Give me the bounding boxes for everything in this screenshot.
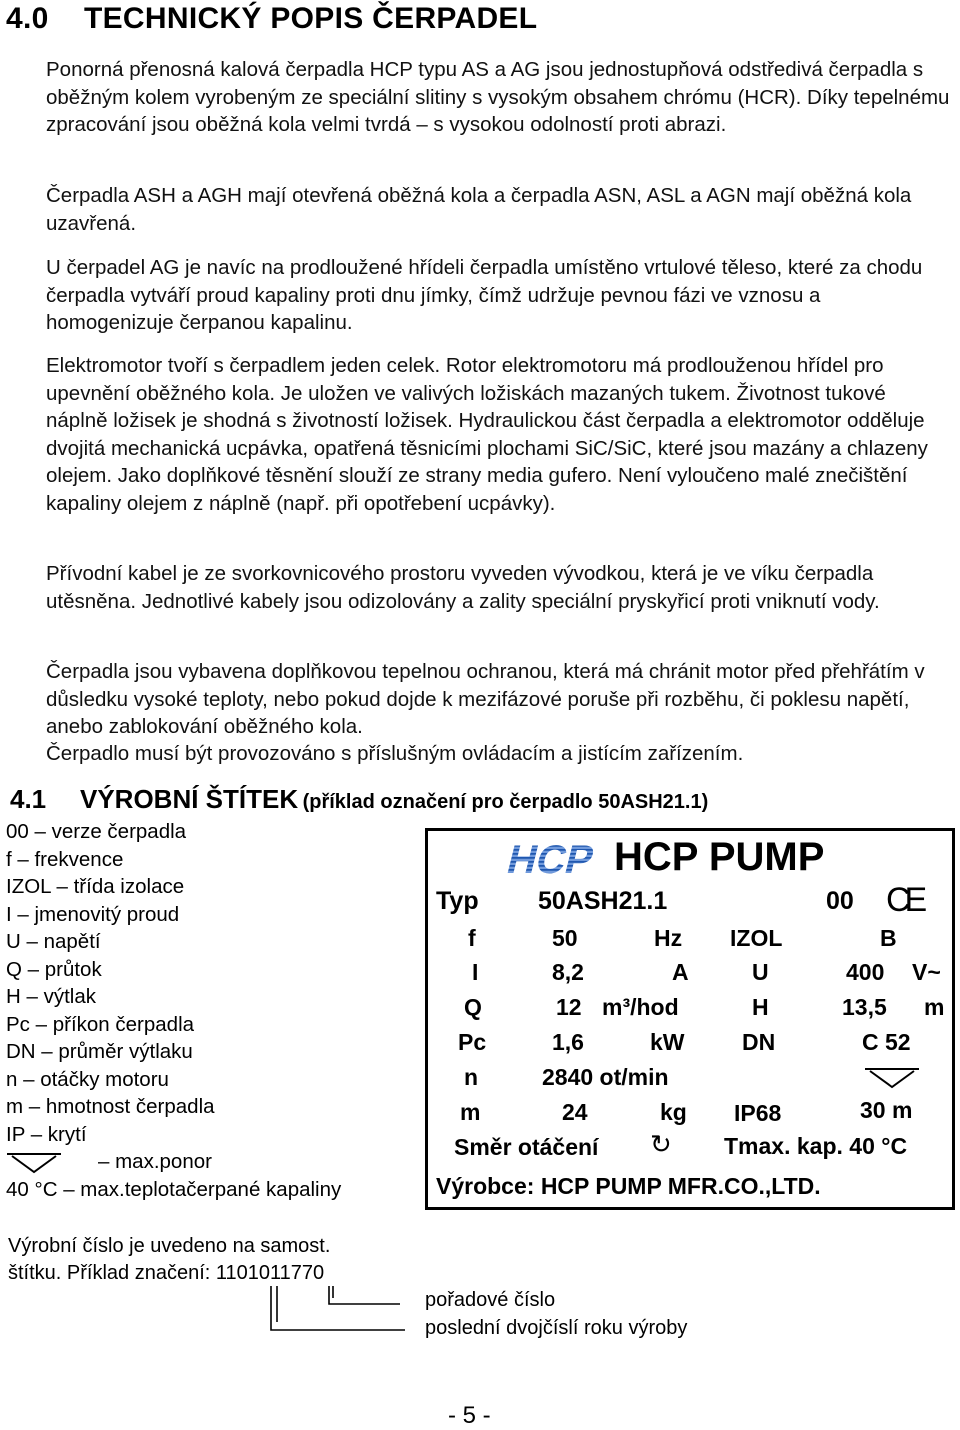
- section-title: TECHNICKÝ POPIS ČERPADEL: [84, 2, 538, 35]
- page-number: - 5 -: [448, 1402, 491, 1429]
- legend-item: IP – krytí: [6, 1122, 87, 1146]
- typ-value: 50ASH21.1: [538, 887, 668, 915]
- paragraph-3: U čerpadel AG je navíc na prodloužené hřídeli čerpadla umístěno vrtulové těleso, které za chodu čerpadla vytváří proud kapaliny proti dnu jímky, čímž udržuje pevnou fázi ve vznosu a homogenizuje čerpanou kapalinu.: [46, 256, 923, 334]
- paragraph-4: Elektromotor tvoří s čerpadlem jeden celek. Rotor elektromotoru má prodlouženou hřídel pro upevnění oběžného kola. Je uložen ve valivých ložiskách mazaných tukem. Životnost tukové náplně ložisek je shodná s životností ložisek. Hydraulickou část čerpadla a elektromotor odděluje dvojitá mechanická ucpávka, opatřená těsnicími plochami SiC/SiC, které jsou mazány a chlazeny olejem. Jako doplňkové těsnění slouží ze strany media gufero. Není vyloučeno malé znečištění kapaliny olejem z náplně (např. při opotřebení ucpávky).: [46, 354, 928, 515]
- hcp-logo: [500, 837, 596, 879]
- section-heading: [6, 2, 537, 36]
- legend-item: Pc – příkon čerpadla: [6, 1012, 195, 1036]
- version-value: 00: [826, 887, 854, 915]
- legend-item: m – hmotnost čerpadla: [6, 1095, 215, 1118]
- legend-item: U – napětí: [6, 930, 101, 953]
- serial-note: Výrobní číslo je uvedeno na samost. štítku. Příklad značení: 1101011770: [8, 1235, 331, 1284]
- max-depth-icon: [6, 1152, 62, 1174]
- subsection-number: 4.1: [10, 784, 47, 814]
- brand-name: HCP PUMP: [614, 835, 825, 879]
- legend-item: Q – průtok: [6, 957, 102, 981]
- section-number: 4.0: [6, 2, 49, 35]
- serial-bracket-lines: [255, 1284, 430, 1334]
- legend-item: n – otáčky motoru: [6, 1067, 169, 1091]
- paragraph-7: Čerpadlo musí být provozováno s příslušným ovládacím a jistícím zařízením.: [46, 742, 744, 765]
- typ-label: Typ: [436, 887, 479, 915]
- legend-item: I – jmenovitý proud: [6, 902, 180, 926]
- legend-item: IZOL – třída izolace: [6, 875, 185, 898]
- serial-note-year: poslední dvojčíslí roku výroby: [425, 1317, 688, 1339]
- max-depth-icon: [864, 1067, 920, 1089]
- serial-number: 1101011770: [215, 1262, 325, 1284]
- subsection-heading: [10, 784, 708, 815]
- paragraph-1: Ponorná přenosná kalová čerpadla HCP typu AS a AG jsou jednostupňová odstředivá čerpadla s oběžným kolem vyrobeným ze speciální slitiny s vysokým obsahem chrómu (HCR). Díky tepelnému zpracování jsou oběžná kola velmi tvrdá – s vysokou odolností proti abrazi.: [46, 58, 950, 136]
- ce-mark: CE: [886, 881, 922, 919]
- plate-legend: [6, 818, 416, 1203]
- svg-text:HCP: HCP: [502, 837, 596, 879]
- serial-note-order: pořadové číslo: [425, 1289, 556, 1311]
- hcp-logo-icon: [500, 837, 596, 879]
- legend-item-depth: – max.ponor: [6, 1148, 416, 1176]
- name-plate: HCP HCP PUMP Typ 50ASH21.1 00 CE f 50 Hz IZOL B I 8,2 A U 400 V~ Q 12 m³/hod H 13,5 m Pc 1,6 kW DN C 52 n 2840 ot/min m 24 kg IP68 30 m Směr otáčení ↻ Tmax. kap. 40 °C Výrobce: HCP PUMP MFR.CO.,LTD.: [425, 828, 955, 1210]
- paragraph-5: Přívodní kabel je ze svorkovnicového prostoru vyveden vývodkou, která je ve víku čerpadla utěsněna. Jednotlivé kabely jsou odizolovány a zality speciální pryskyřicí proti vniknutí vody.: [46, 562, 880, 613]
- paragraph-6: Čerpadla jsou vybavena doplňkovou tepelnou ochranou, která má chránit motor před přehřátím v důsledku vysoké teploty, nebo pokud dojde k mezifázové poruše při rozběhu, či poklesu napětí, anebo zablokování oběžného kola.: [46, 660, 925, 738]
- legend-item: 00 – verze čerpadla: [6, 820, 187, 843]
- rotation-icon: ↻: [650, 1129, 672, 1159]
- legend-item: H – výtlak: [6, 985, 96, 1008]
- legend-item: DN – průměr výtlaku: [6, 1040, 193, 1063]
- legend-item: 40 °C – max.teplotačerpané kapaliny: [6, 1177, 342, 1201]
- manufacturer: Výrobce: HCP PUMP MFR.CO.,LTD.: [436, 1173, 821, 1199]
- subsection-title: VÝROBNÍ ŠTÍTEK: [80, 784, 299, 814]
- subsection-subtitle: (příklad označení pro čerpadlo 50ASH21.1): [302, 791, 709, 813]
- legend-item: f – frekvence: [6, 847, 124, 871]
- paragraph-2: Čerpadla ASH a AGH mají otevřená oběžná kola a čerpadla ASN, ASL a AGN mají oběžná kola uzavřená.: [46, 184, 912, 235]
